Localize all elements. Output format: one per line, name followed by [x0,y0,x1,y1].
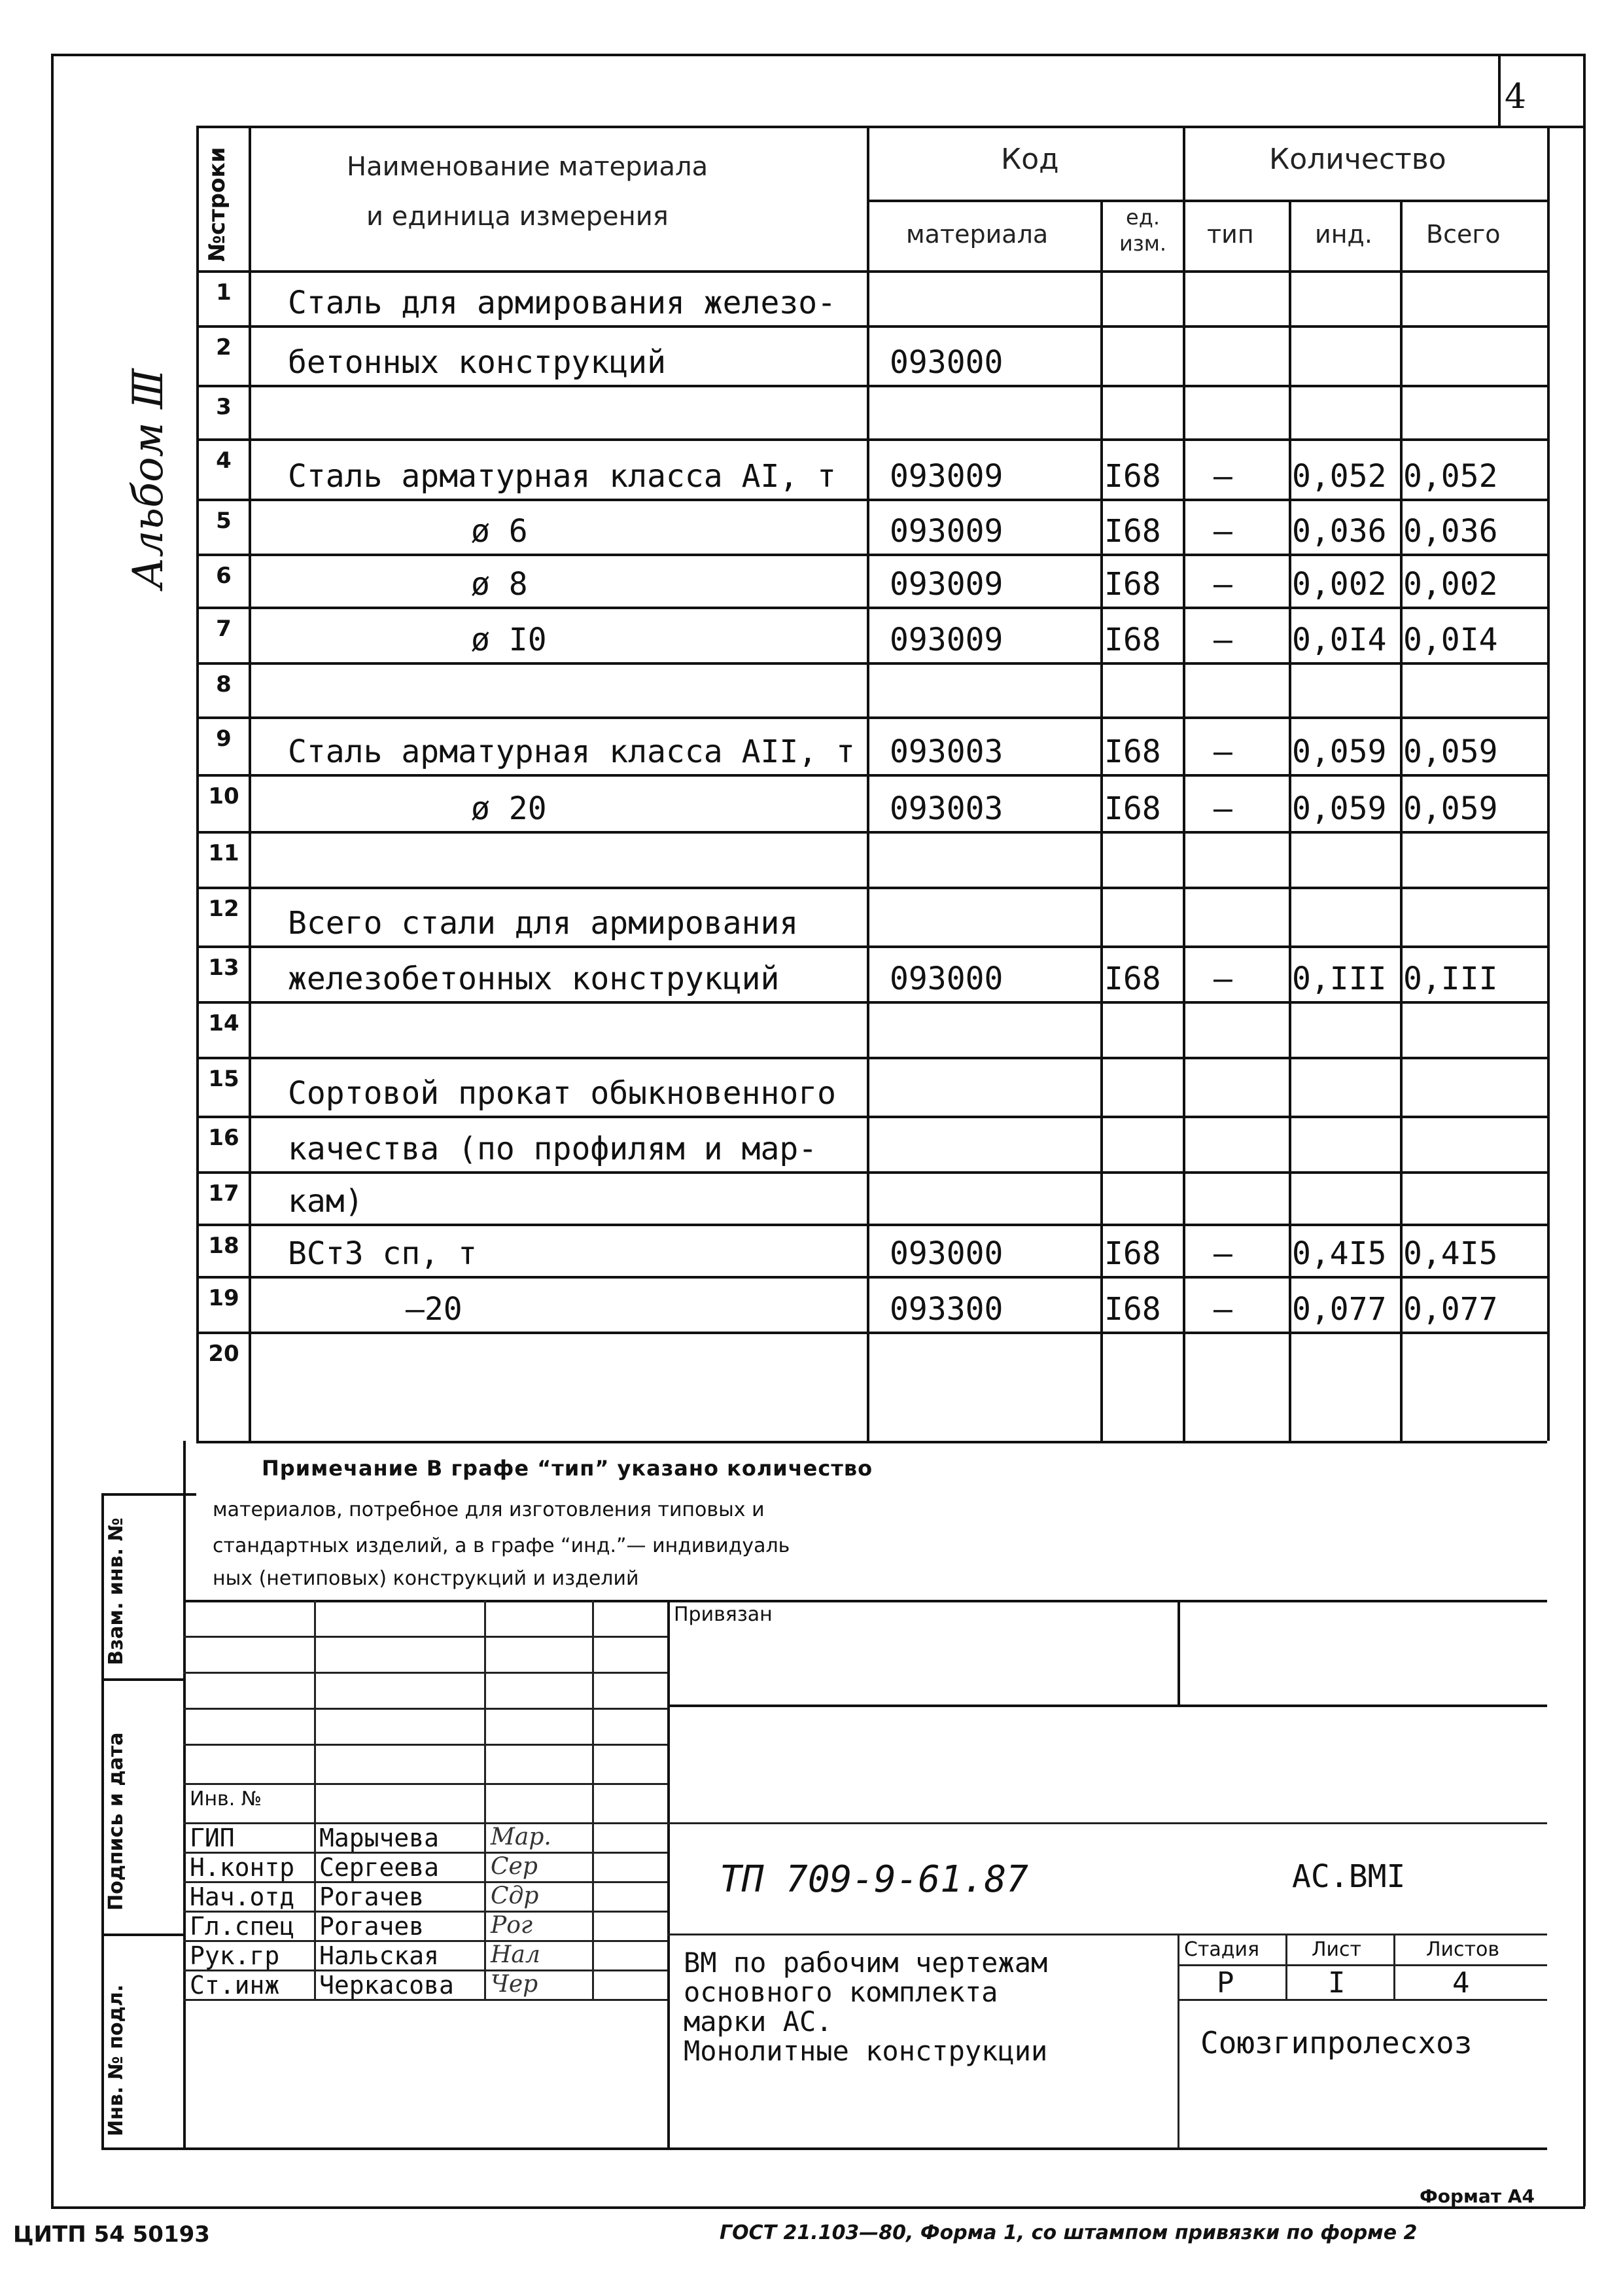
role-signature: Рог [491,1912,533,1939]
cell-total: 0,0I4 [1403,622,1498,658]
header-name-line1: Наименование материала [347,152,708,182]
linked-label: Привязан [674,1603,773,1626]
row-divider [196,1441,1547,1443]
cell-name: ø I0 [471,622,547,658]
side-label-inv: Инв. № подл. [105,1984,128,2136]
cell-name: ВСт3 сп, т [288,1235,477,1272]
header-qty-total: Всего [1426,220,1501,249]
role-label: Гл.спец [190,1912,295,1941]
cell-name: кам) [288,1183,364,1220]
cell-unit: I68 [1104,961,1161,997]
cell-code: 093000 [890,1235,1003,1272]
row-divider [196,499,1547,501]
stage-col-2 [1393,1934,1395,1999]
cell-type: – [1213,1291,1232,1328]
table-top [196,126,1583,128]
cell-unit: I68 [1104,566,1161,603]
mark: АС.ВМI [1292,1858,1406,1895]
cell-total: 0,059 [1403,733,1498,770]
row-number: 19 [208,1285,239,1311]
stage-value: Р [1217,1966,1234,2000]
header-bottom [196,270,1547,273]
col-unit-border [1183,126,1185,1441]
role-col [314,1822,316,1999]
role-col [484,1822,486,1999]
cell-code: 093009 [890,513,1003,550]
row-number: 17 [208,1180,239,1207]
row-divider [196,1171,1547,1174]
row-divider [196,1116,1547,1118]
row-number: 10 [208,783,239,809]
cell-ind: 0,059 [1292,790,1387,827]
cell-ind: 0,077 [1292,1291,1387,1328]
titleblock-left [183,1441,186,2147]
frame-top [51,54,1585,56]
row-number: 5 [216,508,232,534]
cell-code: 093000 [890,344,1003,381]
cell-type: – [1213,513,1232,550]
tb-linked-split [1178,1600,1180,1704]
cell-unit: I68 [1104,1291,1161,1328]
side-div-2 [101,1934,183,1936]
row-number: 14 [208,1010,239,1036]
cell-unit: I68 [1104,622,1161,658]
tb-code-bottom [667,1934,1547,1935]
cell-code: 093000 [890,961,1003,997]
row-number: 1 [216,279,232,306]
row-number: 18 [208,1233,239,1259]
row-divider [196,716,1547,719]
role-person: Черкасова [319,1971,454,2000]
tb-main-split [667,1600,670,2147]
side-label-sign: Подпись и дата [105,1732,128,1911]
tb-linked-bottom [667,1704,1547,1707]
role-signature: Нал [491,1941,540,1968]
cell-unit: I68 [1104,1235,1161,1272]
cell-type: – [1213,961,1232,997]
cell-name: Всего стали для армирования [288,905,799,942]
tb-r5 [183,1783,667,1785]
row-number: 20 [208,1341,239,1367]
cell-ind: 0,036 [1292,513,1387,550]
row-divider [196,325,1547,328]
desc-line2: основного комплекта [684,1976,998,2008]
cell-name: железобетонных конструкций [288,961,780,997]
pagenum-divider [1498,54,1501,126]
row-divider [196,1057,1547,1059]
header-qty-type: тип [1207,220,1254,249]
role-col [592,1822,594,1999]
header-code-material: материала [906,220,1049,249]
role-person: Рогачев [319,1912,425,1941]
header-quantity: Количество [1269,143,1446,176]
tb-r2 [183,1672,667,1674]
header-code: Код [1001,143,1059,176]
cell-code: 093003 [890,790,1003,827]
cell-name: Сталь для армирования железо- [288,285,837,321]
cell-type: – [1213,733,1232,770]
role-divider [183,1999,667,2001]
role-signature: Чер [491,1971,538,1998]
tb-r4 [183,1744,667,1746]
cell-type: – [1213,1235,1232,1272]
header-code-unit: ед. изм. [1119,205,1167,256]
role-signature: Сер [491,1853,538,1880]
table-right [1547,126,1550,1441]
stage-label: Стадия [1184,1938,1260,1961]
role-label: Н.контр [190,1853,295,1882]
footer-right: ГОСТ 21.103—80, Форма 1, со штампом привязки по форме 2 [720,2221,1418,2244]
row-divider [196,774,1547,777]
role-label: Ст.инж [190,1971,280,2000]
note-line3: стандартных изделий, а в графе “инд.”— индивидуаль [213,1534,790,1557]
sheets-label: Листов [1426,1938,1500,1961]
cell-unit: I68 [1104,790,1161,827]
organization: Союзгипролесхоз [1200,2025,1473,2060]
row-divider [196,831,1547,834]
sheet-value: I [1328,1966,1346,2000]
header-name-line2: и единица измерения [366,202,669,232]
cell-type: – [1213,622,1232,658]
cell-name: ø 6 [471,513,528,550]
cell-ind: 0,052 [1292,458,1387,495]
cell-total: 0,077 [1403,1291,1498,1328]
cell-name: –20 [406,1291,462,1328]
cell-code: 093009 [890,458,1003,495]
tb-line-1 [183,1600,1547,1602]
row-number: 9 [216,726,232,752]
frame-left [51,54,54,2206]
role-person: Рогачев [319,1882,425,1911]
cell-total: 0,036 [1403,513,1498,550]
cell-name: ø 8 [471,566,528,603]
row-divider [196,945,1547,948]
cell-name: Сталь арматурная класса АI, т [288,458,837,495]
frame-right [1583,54,1586,2206]
note-line2: материалов, потребное для изготовления типовых и [213,1498,765,1521]
side-label-replace: Взам. инв. № [105,1517,128,1665]
cell-code: 093009 [890,622,1003,658]
sheets-value: 4 [1452,1966,1470,2000]
row-divider [196,554,1547,556]
role-label: Рук.гр [190,1941,280,1970]
row-number: 13 [208,955,239,981]
stage-col-1 [1285,1934,1287,1999]
desc-line4: Монолитные конструкции [684,2035,1048,2067]
side-strip-top [101,1493,196,1496]
cell-name: бетонных конструкций [288,344,666,381]
role-signature: Мар. [491,1824,551,1850]
note-line1: Примечание В графе “тип” указано количество [262,1456,873,1481]
album-label: Альбом Ⅲ [124,368,173,589]
cell-total: 0,059 [1403,790,1498,827]
row-divider [196,1001,1547,1004]
header-qty-ind: инд. [1315,220,1372,249]
desc-line3: марки АС. [684,2005,833,2038]
desc-line1: ВМ по рабочим чертежам [684,1947,1048,1979]
format-label: Формат А4 [1420,2185,1535,2207]
row-divider [196,385,1547,387]
cell-type: – [1213,790,1232,827]
cell-name: качества (по профилям и мар- [288,1131,818,1167]
cell-type: – [1213,566,1232,603]
row-divider [196,607,1547,609]
row-number: 16 [208,1125,239,1151]
cell-total: 0,4I5 [1403,1235,1498,1272]
side-div-1 [101,1678,183,1681]
cell-name: ø 20 [471,790,547,827]
row-divider [196,438,1547,441]
cell-type: – [1213,458,1232,495]
row-divider [196,1276,1547,1279]
role-person: Сергеева [319,1853,440,1882]
cell-unit: I68 [1104,733,1161,770]
cell-name: Сталь арматурная класса АII, т [288,733,855,770]
row-number: 15 [208,1066,239,1092]
cell-ind: 0,002 [1292,566,1387,603]
row-number: 12 [208,896,239,922]
role-person: Марычева [319,1824,440,1852]
doc-code: ТП 709-9-61.87 [720,1858,1029,1901]
header-sub-line [867,200,1547,202]
frame-bottom [51,2206,1585,2209]
cell-total: 0,052 [1403,458,1498,495]
row-number: 6 [216,563,232,589]
row-divider [196,1224,1547,1226]
cell-total: 0,III [1403,961,1498,997]
note-line4: ных (нетиповых) конструкций и изделий [213,1567,639,1590]
header-row-no: №строки [204,147,230,262]
col-rownum-border [249,126,251,1441]
cell-unit: I68 [1104,513,1161,550]
row-number: 8 [216,671,232,698]
col-name-border [867,126,869,1441]
cell-code: 093003 [890,733,1003,770]
cell-total: 0,002 [1403,566,1498,603]
role-person: Нальская [319,1941,440,1970]
table-left [196,126,199,1441]
row-number: 7 [216,616,232,642]
row-number: 11 [208,840,239,866]
inv-label: Инв. № [190,1788,262,1810]
side-strip-left [101,1493,104,2147]
row-number: 4 [216,448,232,474]
role-signature: Сдр [491,1882,539,1909]
cell-unit: I68 [1104,458,1161,495]
titleblock-bottom [101,2147,1547,2150]
cell-ind: 0,059 [1292,733,1387,770]
cell-ind: 0,0I4 [1292,622,1387,658]
role-label: Нач.отд [190,1882,295,1911]
tb-r1 [183,1636,667,1638]
row-number: 3 [216,394,232,420]
role-label: ГИП [190,1824,235,1852]
row-divider [196,1332,1547,1334]
sheet-label: Лист [1312,1938,1362,1961]
cell-code: 093009 [890,566,1003,603]
cell-ind: 0,4I5 [1292,1235,1387,1272]
row-divider [196,887,1547,889]
page-number: 4 [1505,77,1527,116]
row-number: 2 [216,334,232,361]
row-divider [196,662,1547,665]
cell-code: 093300 [890,1291,1003,1328]
cell-ind: 0,III [1292,961,1387,997]
tb-r3 [183,1708,667,1710]
footer-left: ЦИТП 54 50193 [13,2221,210,2248]
cell-name: Сортовой прокат обыкновенного [288,1075,837,1112]
